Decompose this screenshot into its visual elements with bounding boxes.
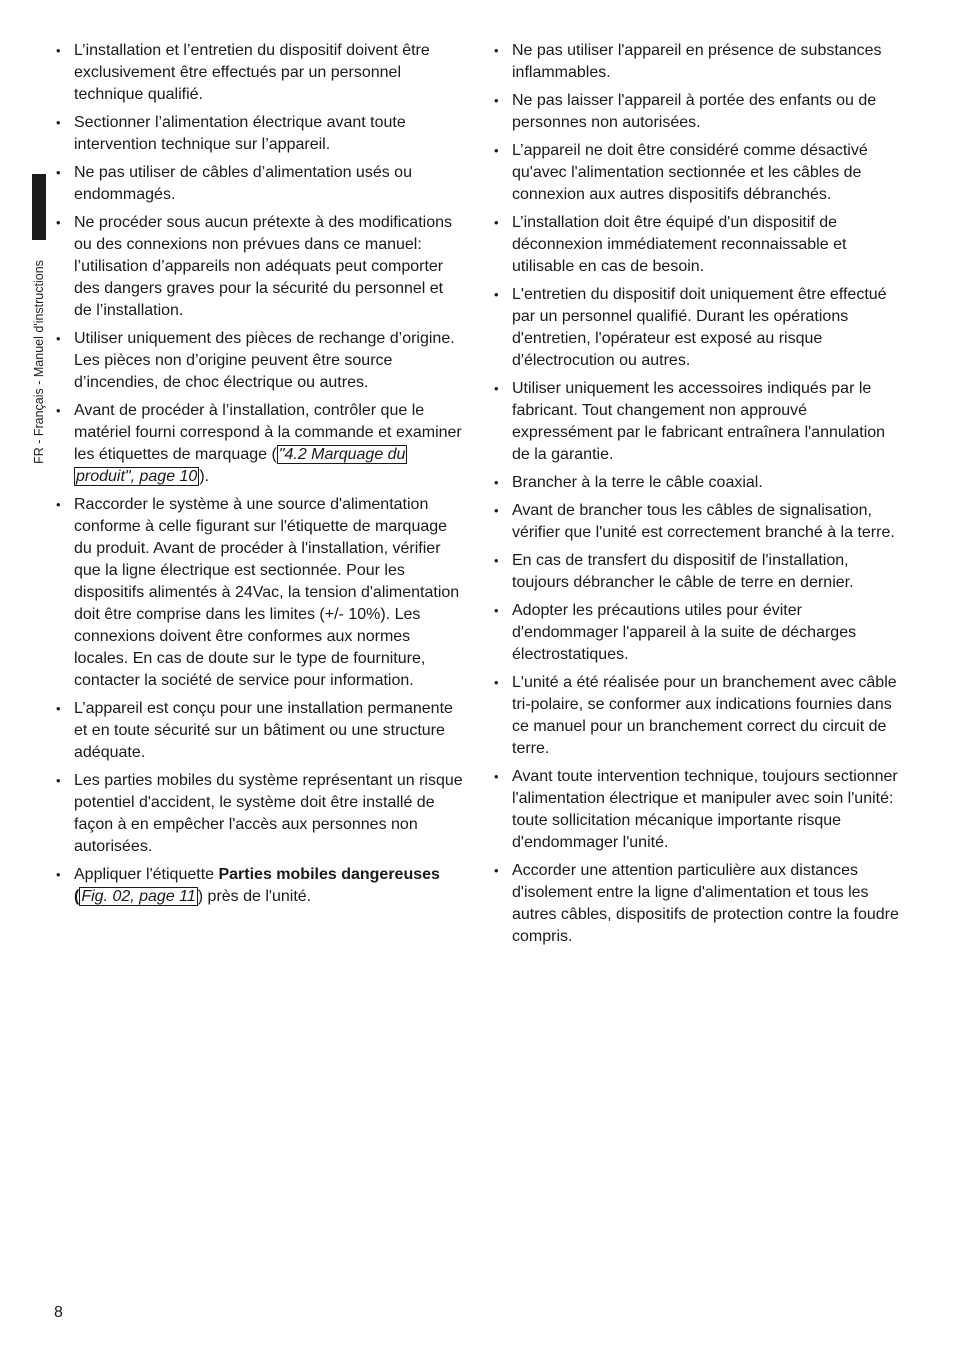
list-item: • Adopter les précautions utiles pour éviter d'endommager l'appareil à la suite de décharges électrostatiques. [512,600,904,666]
list-item: • L’appareil ne doit être considéré comme désactivé qu'avec l'alimentation sectionnée et les câbles de connexion aux autres dispositifs débranchés. [512,140,904,206]
sidebar-label: FR - Français - Manuel d'instructions [32,260,46,464]
list-item: • En cas de transfert du dispositif de l'installation, toujours débrancher le câble de terre en dernier. [512,550,904,594]
section-marker-bar [32,174,46,240]
list-item [74,864,464,908]
left-column-list [74,40,464,914]
list-item: • Brancher à la terre le câble coaxial. [512,472,904,494]
page-number: 8 [54,1304,63,1321]
label-name-bold: Parties mobiles dangereuses [218,866,440,883]
list-item: • Accorder une attention particulière aux distances d'isolement entre la ligne d'alimentation et tous les autres câbles, dispositifs de protection contre la foudre compris. [512,860,904,948]
list-item [74,400,464,488]
open-paren: ( [74,888,80,905]
list-item: • Raccorder le système à une source d'alimentation conforme à celle figurant sur l'étiquette de marquage du produit. Avant de procéder à l'installation, vérifier que la ligne électrique est sectionnée. Pour les dispositifs alimentés à 24Vac, la tension d'alimentation doit être comprise dans les limites (+/- 10%). Les connexions doivent être conformes aux normes locales. En cas de doute sur le type de fourniture, contacter la société de service pour information. [74,494,464,692]
list-item: • Avant toute intervention technique, toujours sectionner l'alimentation électrique et manipuler avec soin l'unité: toute sollicitation mécanique importante risque d'endommager l'unité. [512,766,904,854]
list-item-text: Avant de procéder à l’installation, contrôler que le matériel fourni correspond à la commande et examiner les étiquettes de marquage ( [74,402,462,463]
list-item-text-end: ). [199,468,210,485]
list-item: • L’installation doit être équipé d'un dispositif de déconnexion immédiatement reconnaissable et utilisable en cas de besoin. [512,212,904,278]
list-item-text-end: ) près de l'unité. [197,888,312,905]
cross-reference-link[interactable]: "4.2 Marquage du produit", page 10 [76,446,406,485]
list-item: • Ne pas utiliser de câbles d’alimentation usés ou endommagés. [74,162,464,206]
list-item: • Avant de brancher tous les câbles de signalisation, vérifier que l'unité est correctement branché à la terre. [512,500,904,544]
list-item: • Sectionner l’alimentation électrique avant toute intervention technique sur l’appareil. [74,112,464,156]
list-item: • Utiliser uniquement des pièces de rechange d’origine. Les pièces non d’origine peuvent être source d’incendies, de choc électrique ou autres. [74,328,464,394]
list-item: • L'unité a été réalisée pour un branchement avec câble tri-polaire, se conformer aux indications fournies dans ce manuel pour un branchement correct du circuit de terre. [512,672,904,760]
list-item: • L’appareil est conçu pour une installation permanente et en toute sécurité sur un bâtiment ou une structure adéquate. [74,698,464,764]
list-item: • Ne pas utiliser l'appareil en présence de substances inflammables. [512,40,904,84]
list-item: • Les parties mobiles du système représentant un risque potentiel d'accident, le système doit être installé de façon à en empêcher l'accès aux personnes non autorisées. [74,770,464,858]
list-item: • Ne procéder sous aucun prétexte à des modifications ou des connexions non prévues dans ce manuel: l’utilisation d’appareils non adéquats peut comporter des dangers graves pour la sécurité du personnel et de l’installation. [74,212,464,322]
list-item: • L’installation et l’entretien du dispositif doivent être exclusivement être effectués par un personnel technique qualifié. [74,40,464,106]
list-item: • Ne pas laisser l'appareil à portée des enfants ou de personnes non autorisées. [512,90,904,134]
list-item: • Utiliser uniquement les accessoires indiqués par le fabricant. Tout changement non approuvé expressément par le fabricant entraînera l'annulation de la garantie. [512,378,904,466]
figure-reference-link[interactable]: Fig. 02, page 11 [81,888,196,905]
list-item-text: Appliquer l'étiquette [74,866,219,883]
right-column-list [512,40,904,954]
list-item: • L'entretien du dispositif doit uniquement être effectué par un personnel qualifié. Durant les opérations d'entretien, l'opérateur est exposé au risque d'électrocution ou autres. [512,284,904,372]
